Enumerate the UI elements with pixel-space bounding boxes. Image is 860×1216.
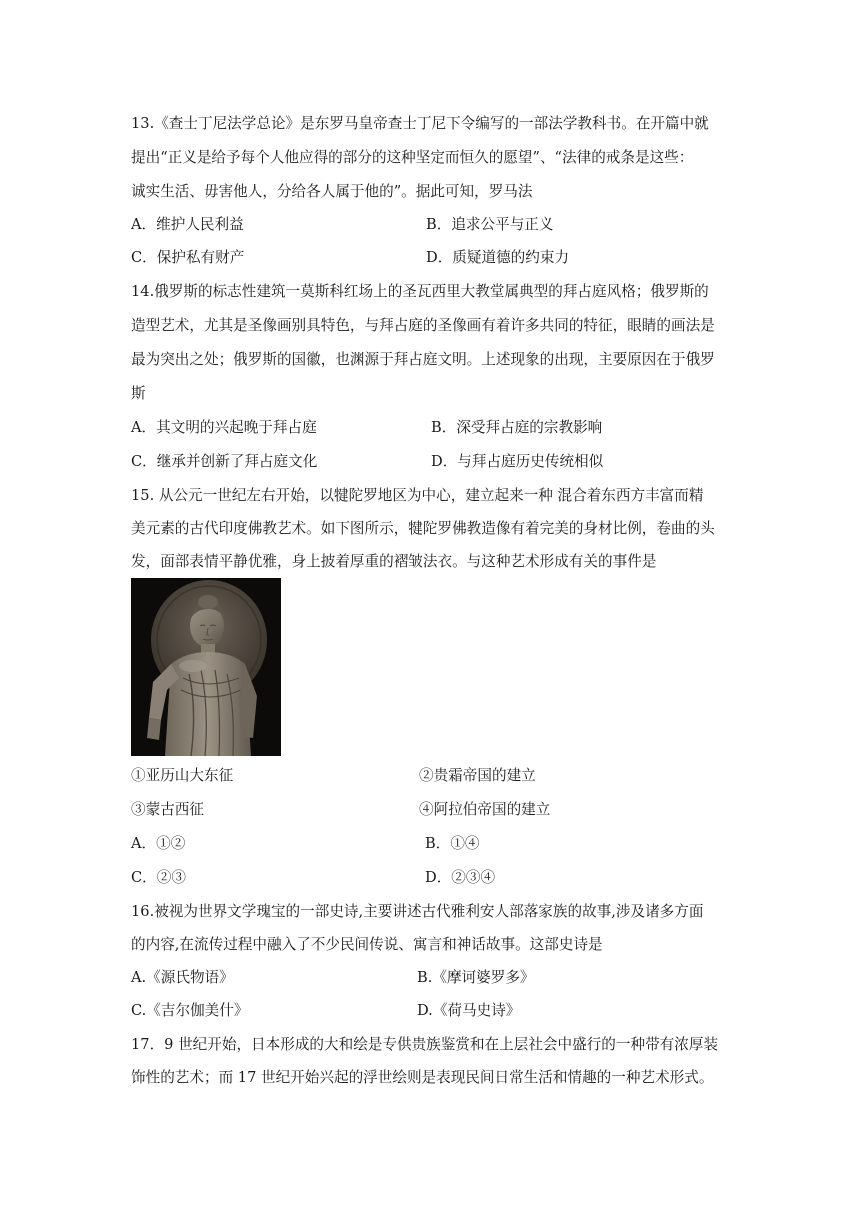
q15-option-c: C．②③ bbox=[131, 869, 186, 886]
q17-stem-line-2: 饰性的艺术；而 17 世纪开始兴起的浮世绘则是表现民间日常生活和情趣的一种艺术形式。 bbox=[131, 1069, 714, 1086]
q13-stem-line-3: 诚实生活、毋害他人，分给各人属于他的”。据此可知，罗马法 bbox=[131, 183, 533, 200]
q14-stem-line-2: 造型艺术，尤其是圣像画别具特色，与拜占庭的圣像画有着许多共同的特征，眼睛的画法是 bbox=[131, 317, 715, 334]
q13-stem-line-2: 提出“正义是给予每个人他应得的部分的这种坚定而恒久的愿望”、“法律的戒条是这些： bbox=[131, 149, 694, 166]
q14-option-a: A．其文明的兴起晚于拜占庭 bbox=[131, 419, 317, 436]
q16-option-d: D.《荷马史诗》 bbox=[417, 1002, 521, 1019]
q15-stem-line-2: 美元素的古代印度佛教艺术。如下图所示，犍陀罗佛教造像有着完美的身材比例，卷曲的头 bbox=[131, 520, 715, 537]
q15-option-a: A．①② bbox=[131, 835, 186, 852]
q15-item-4: ④阿拉伯帝国的建立 bbox=[419, 801, 551, 818]
q17-stem-line-1: 17．9 世纪开始，日本形成的大和绘是专供贵族鉴赏和在上层社会中盛行的一种带有浓厚装 bbox=[131, 1036, 719, 1053]
q14-option-b: B．深受拜占庭的宗教影响 bbox=[431, 419, 603, 436]
q15-option-b: B．①④ bbox=[425, 835, 480, 852]
q15-item-3: ③蒙古西征 bbox=[131, 801, 204, 818]
q13-option-b: B．追求公平与正义 bbox=[426, 216, 554, 233]
gandhara-buddha-statue-image bbox=[131, 578, 281, 756]
q14-option-c: C．继承并创新了拜占庭文化 bbox=[131, 453, 318, 470]
q15-option-d: D．②③④ bbox=[425, 869, 496, 886]
q15-stem-line-3: 发，面部表情平静优雅，身上披着厚重的褶皱法衣。与这种艺术形成有关的事件是 bbox=[131, 553, 657, 570]
q14-stem-line-3: 最为突出之处；俄罗斯的国徽，也渊源于拜占庭文明。上述现象的出现，主要原因在于俄罗 bbox=[131, 351, 715, 368]
q13-option-c: C．保护私有财产 bbox=[131, 249, 245, 266]
q16-option-b: B.《摩诃婆罗多》 bbox=[417, 969, 535, 986]
q14-stem-line-1: 14.俄罗斯的标志性建筑一莫斯科红场上的圣瓦西里大教堂属典型的拜占庭风格；俄罗斯的 bbox=[131, 283, 709, 300]
q14-option-d: D．与拜占庭历史传统相似 bbox=[431, 453, 604, 470]
q14-stem-line-4: 斯 bbox=[131, 385, 146, 402]
q13-stem-line-1: 13.《查士丁尼法学总论》是东罗马皇帝查士丁尼下令编写的一部法学教科书。在开篇中就 bbox=[131, 115, 709, 132]
q16-option-a: A.《源氏物语》 bbox=[131, 969, 234, 986]
q16-stem-line-2: 的内容,在流传过程中融入了不少民间传说、寓言和神话故事。这部史诗是 bbox=[131, 936, 603, 953]
q15-stem-line-1: 15. 从公元一世纪左右开始，以犍陀罗地区为中心，建立起来一种 混合着东西方丰富而精 bbox=[131, 487, 704, 504]
q15-item-2: ②贵霜帝国的建立 bbox=[419, 767, 536, 784]
q15-item-1: ①亚历山大东征 bbox=[131, 767, 234, 784]
q13-option-d: D．质疑道德的约束力 bbox=[426, 249, 570, 266]
q13-option-a: A．维护人民利益 bbox=[131, 216, 244, 233]
q16-stem-line-1: 16.被视为世界文学瑰宝的一部史诗,主要讲述古代雅利安人部落家族的故事,涉及诸多方面 bbox=[131, 903, 704, 920]
q16-option-c: C.《吉尔伽美什》 bbox=[131, 1002, 249, 1019]
